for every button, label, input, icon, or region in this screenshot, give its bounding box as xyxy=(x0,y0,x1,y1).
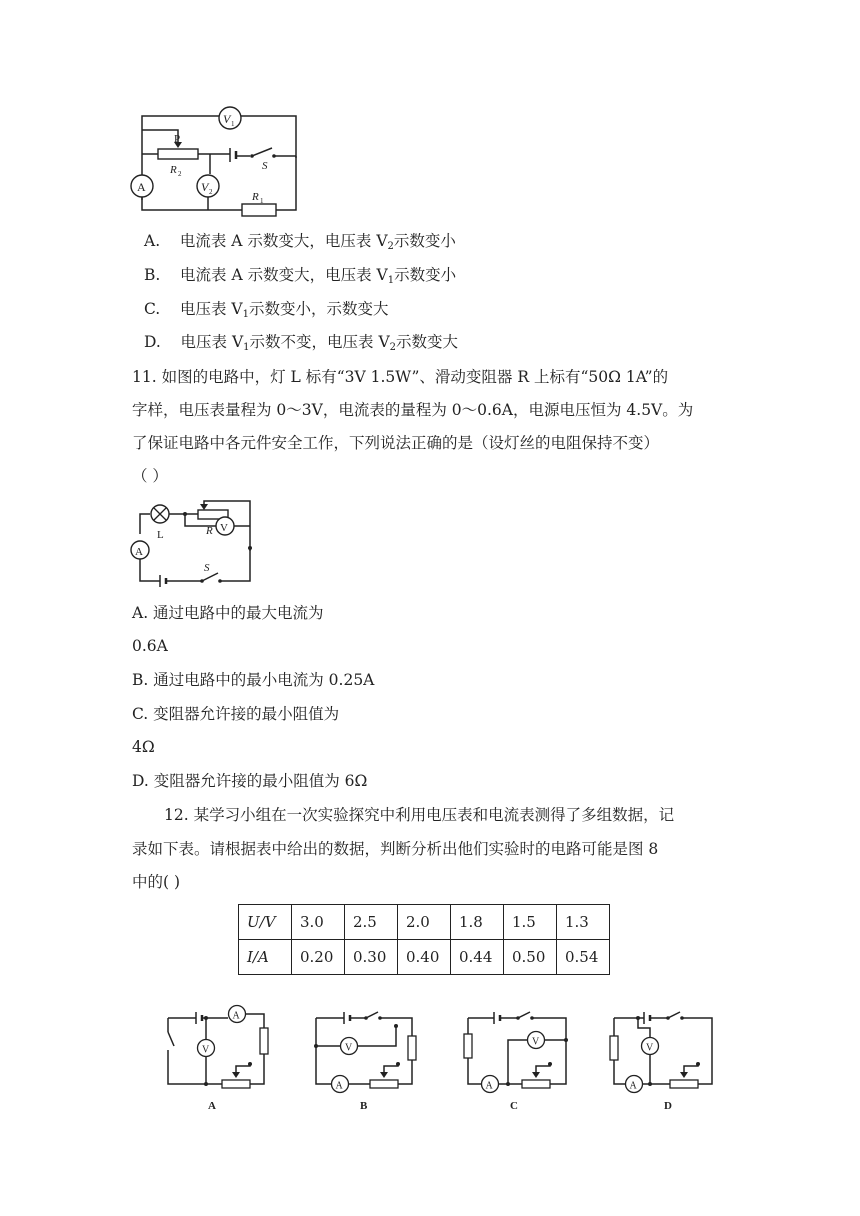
svg-text:1: 1 xyxy=(231,120,235,128)
svg-text:R: R xyxy=(170,164,177,176)
rheostat-icon xyxy=(522,1080,550,1088)
q12-figure-c[interactable] xyxy=(462,1004,572,1129)
rheostat-r2-icon xyxy=(158,149,198,159)
svg-text:A: A xyxy=(137,180,146,194)
switch-icon xyxy=(668,1012,680,1018)
svg-text:1: 1 xyxy=(260,197,264,205)
q11-option-a[interactable]: A. 通过电路中的最大电流为 xyxy=(132,604,324,622)
table-cell: 0.40 xyxy=(398,940,451,975)
svg-text:V: V xyxy=(646,1042,654,1054)
table-row-label: U/V xyxy=(239,905,292,940)
table-cell: 0.30 xyxy=(345,940,398,975)
q11-option-c[interactable]: C. 变阻器允许接的最小阻值为 xyxy=(132,705,340,723)
table-row xyxy=(239,905,610,940)
svg-text:2: 2 xyxy=(209,188,213,196)
svg-text:V: V xyxy=(202,1044,210,1056)
q11-option-b[interactable]: B. 通过电路中的最小电流为 0.25A xyxy=(132,671,375,689)
svg-text:A: A xyxy=(232,1010,240,1022)
svg-text:S: S xyxy=(204,562,210,574)
q10-circuit-diagram xyxy=(130,106,310,216)
svg-text:2: 2 xyxy=(178,170,182,178)
table-row-label: I/A xyxy=(239,940,292,975)
resistor-icon xyxy=(260,1028,268,1054)
svg-text:P: P xyxy=(174,133,181,145)
svg-text:S: S xyxy=(262,160,268,172)
table-cell: 1.5 xyxy=(504,905,557,940)
q11-option-d[interactable]: D. 变阻器允许接的最小阻值为 6Ω xyxy=(132,772,368,790)
svg-text:V: V xyxy=(220,522,228,534)
svg-text:V: V xyxy=(223,112,231,126)
rheostat-icon xyxy=(222,1080,250,1088)
q11-stem-line-1: 11. 如图的电路中，灯 L 标有“3V 1.5W”、滑动变阻器 R 上标有“50Ω 1A”的 xyxy=(132,368,669,386)
svg-text:R: R xyxy=(206,525,213,537)
q11-stem-line-2: 字样，电压表量程为 0～3V，电流表的量程为 0～0.6A，电源电压恒为 4.5V。为 xyxy=(132,401,694,419)
q10-option-d[interactable]: D. 电压表 $V_1$示数不变，电压表 $V_2$示数变大 xyxy=(144,333,459,353)
q10-option-a[interactable]: A. 电流表 A 示数变大，电压表 $V_2$示数变小 xyxy=(144,232,456,252)
switch-icon xyxy=(252,148,272,156)
table-cell: 0.50 xyxy=(504,940,557,975)
table-cell: 3.0 xyxy=(292,905,345,940)
table-cell: 2.5 xyxy=(345,905,398,940)
table-row xyxy=(239,940,610,975)
q10-option-c[interactable]: C. 电压表 $V_1$示数变小，示数变大 xyxy=(144,300,389,320)
q10-option-b[interactable]: B. 电流表 A 示数变大，电压表 $V_1$示数变小 xyxy=(144,266,457,286)
switch-icon xyxy=(518,1012,530,1018)
q12-figure-b[interactable] xyxy=(312,1004,422,1129)
resistor-icon xyxy=(464,1034,472,1058)
q11-circuit-diagram xyxy=(130,496,260,591)
svg-text:B: B xyxy=(360,1100,368,1112)
q11-answer-blank: （ ） xyxy=(132,467,168,485)
q12-stem-line-2: 录如下表。请根据表中给出的数据，判断分析出他们实验时的电路可能是图 8 xyxy=(132,840,659,858)
table-cell: 1.3 xyxy=(557,905,610,940)
resistor-icon xyxy=(610,1036,618,1060)
q11-option-a-value: 0.6A xyxy=(132,637,168,655)
svg-text:A: A xyxy=(335,1080,343,1092)
q11-stem-line-3: 了保证电路中各元件安全工作，下列说法正确的是（设灯丝的电阻保持不变） xyxy=(132,434,660,452)
q12-stem-line-3: 中的( ) xyxy=(132,873,181,891)
switch-icon xyxy=(168,1032,174,1046)
svg-text:A: A xyxy=(485,1080,493,1092)
q12-figure-a[interactable] xyxy=(160,1004,270,1129)
table-cell: 0.44 xyxy=(451,940,504,975)
svg-text:V: V xyxy=(201,180,209,194)
table-cell: 2.0 xyxy=(398,905,451,940)
svg-text:R: R xyxy=(252,191,259,203)
q12-data-table xyxy=(238,904,610,975)
svg-text:L: L xyxy=(157,529,164,541)
svg-text:V: V xyxy=(532,1036,540,1048)
q12-figure-d[interactable] xyxy=(608,1004,718,1129)
svg-text:A: A xyxy=(629,1080,637,1092)
q11-option-c-value: 4Ω xyxy=(132,738,155,756)
resistor-icon xyxy=(408,1036,416,1060)
q12-stem-line-1: 12. 某学习小组在一次实验探究中利用电压表和电流表测得了多组数据，记 xyxy=(164,806,675,824)
svg-text:A: A xyxy=(135,546,143,558)
rheostat-icon xyxy=(670,1080,698,1088)
svg-text:V: V xyxy=(345,1042,353,1054)
rheostat-icon xyxy=(370,1080,398,1088)
switch-icon xyxy=(366,1012,378,1018)
svg-text:C: C xyxy=(510,1100,518,1112)
table-cell: 0.54 xyxy=(557,940,610,975)
svg-text:A: A xyxy=(208,1100,216,1112)
table-cell: 1.8 xyxy=(451,905,504,940)
table-cell: 0.20 xyxy=(292,940,345,975)
resistor-r1-icon xyxy=(242,204,276,216)
switch-icon xyxy=(202,573,218,581)
svg-text:D: D xyxy=(664,1100,672,1112)
